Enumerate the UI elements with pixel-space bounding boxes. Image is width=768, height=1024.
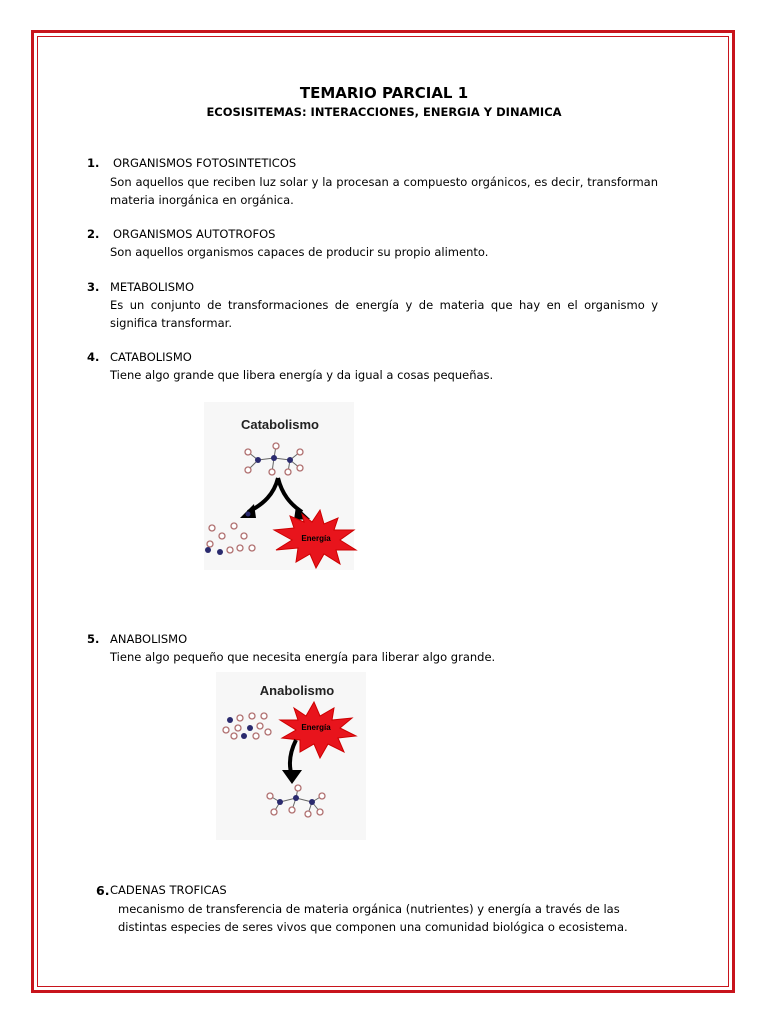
section-text: Es un conjunto de transformaciones de energía y de materia que hay en el organismo y significa transformar. [110,298,658,330]
anabolismo-figure [216,672,376,840]
section-heading: CATABOLISMO [110,350,192,364]
document-title: TEMARIO PARCIAL 1 [299,84,469,102]
section-number: 2. [87,227,100,241]
section-heading: ANABOLISMO [110,632,188,646]
section-heading: METABOLISMO [110,280,194,294]
section-heading: CADENAS TROFICAS [110,883,227,897]
catabolismo-energy-label: Energía [301,534,331,543]
anabolismo-energy-label: Energía [301,723,331,732]
section-text: mecanismo de transferencia de materia orgánica (nutrientes) y energía a través de las distintas especies de seres vivos que componen una comunidad biológica o ecosistema. [118,902,628,934]
catabolismo-figure [204,402,364,570]
section-number: 3. [87,280,100,294]
catabolismo-figure-title: Catabolismo [240,417,320,432]
section-number: 4. [87,350,100,364]
anabolismo-figure-title: Anabolismo [259,683,335,698]
section-number: 5. [87,632,100,646]
section-heading: ORGANISMOS AUTOTROFOS [113,227,276,241]
document-subtitle: ECOSISITEMAS: INTERACCIONES, ENERGIA Y DINAMICA [206,105,562,119]
section-text: Tiene algo pequeño que necesita energía para liberar algo grande. [110,650,496,664]
section-number: 1. [87,156,100,170]
section-text: Tiene algo grande que libera energía y da igual a cosas pequeñas. [110,368,494,382]
section-heading: ORGANISMOS FOTOSINTETICOS [113,156,297,170]
section-text: Son aquellos que reciben luz solar y la procesan a compuesto orgánicos, es decir, transforman materia inorgánica en orgánica. [110,175,658,207]
section-number: 6. [96,883,110,898]
section-text: Son aquellos organismos capaces de producir su propio alimento. [110,245,489,259]
